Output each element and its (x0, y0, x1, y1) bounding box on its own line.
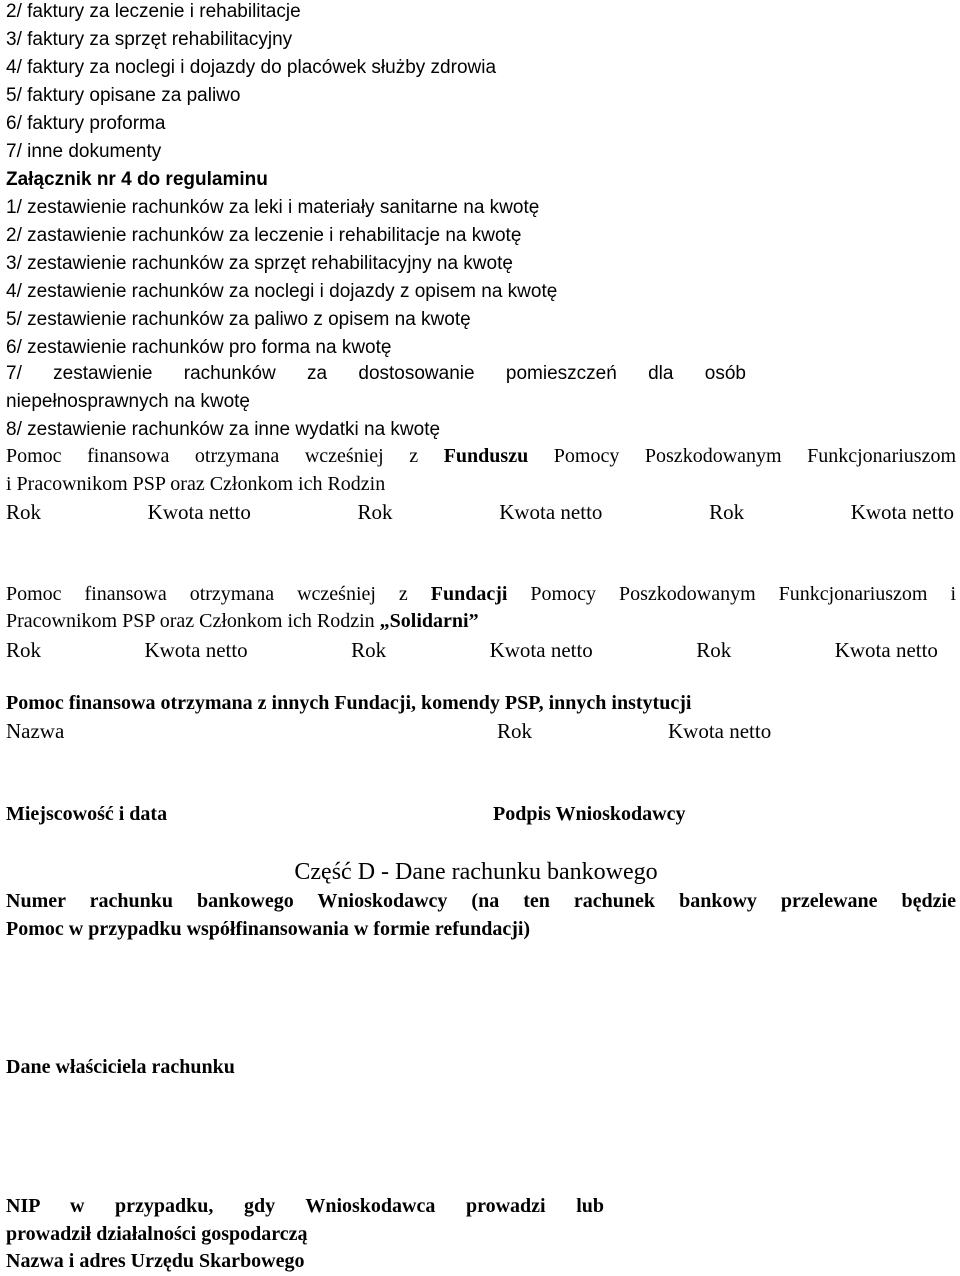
signature-label: Podpis Wnioskodawcy (493, 803, 686, 825)
place-date-label: Miejscowość i data (6, 803, 168, 825)
list-item: 2/ zastawienie rachunków za leczenie i rehabilitacje na kwotę (6, 225, 522, 246)
list-item: 1/ zestawienie rachunków za leki i materiały sanitarne na kwotę (6, 197, 540, 218)
fundacja-line2-pre: Pracownikom PSP oraz Członkom ich Rodzin (6, 610, 380, 632)
col-year: Rok (357, 500, 393, 524)
tax-office-label: Nazwa i adres Urzędu Skarbowego (6, 1250, 305, 1272)
col-amount: Kwota netto (144, 638, 248, 662)
col-amount: Kwota netto (668, 719, 772, 743)
fundusz-paragraph (6, 446, 956, 466)
fundusz-columns (6, 500, 954, 525)
col-amount: Kwota netto (499, 500, 603, 524)
nip-label: NIP w przypadku, gdy Wnioskodawca prowadzi lub (6, 1195, 604, 1217)
list-item-text: 7/ zestawienie rachunków za dostosowanie pomieszczeń dla osób (6, 363, 746, 384)
list-item: 6/ faktury proforma (6, 113, 166, 134)
list-item: 3/ faktury za sprzęt rehabilitacyjny (6, 29, 293, 50)
fundacja-paragraph-line2 (6, 611, 479, 631)
list-item: 6/ zestawienie rachunków pro forma na kwotę (6, 337, 392, 358)
nip-label-line2: prowadził działalności gospodarczą (6, 1223, 308, 1245)
part-d-title (0, 860, 960, 884)
account-number-label-line2: Pomoc w przypadku współfinansowania w formie refundacji) (6, 918, 531, 940)
list-item: 4/ faktury za noclegi i dojazdy do placówek służby zdrowia (6, 57, 497, 78)
account-number-label: Numer rachunku bankowego Wnioskodawcy (na ten rachunek bankowy przelewane będzie (6, 890, 956, 912)
inne-heading: Pomoc finansowa otrzymana z innych Fundacji, komendy PSP, innych instytucji (6, 692, 692, 714)
list-item: 8/ zestawienie rachunków za inne wydatki na kwotę (6, 419, 441, 440)
fundusz-bold: Funduszu (443, 445, 529, 467)
col-year: Rok (351, 638, 387, 662)
fundacja-line2-bold: „Solidarni” (379, 610, 479, 632)
col-year: Rok (709, 500, 745, 524)
list-item: 2/ faktury za leczenie i rehabilitacje (6, 1, 301, 22)
fundacja-post: Pomocy Poszkodowanym Funkcjonariuszom i (507, 583, 956, 605)
list-item: 7/ inne dokumenty (6, 141, 162, 162)
part-d-title-text: Część D - Dane rachunku bankowego (294, 859, 658, 885)
account-owner-label: Dane właściciela rachunku (6, 1056, 235, 1078)
col-year: Rok (6, 500, 42, 524)
attachment-heading: Załącznik nr 4 do regulaminu (6, 169, 268, 190)
list-item: niepełnosprawnych na kwotę (6, 391, 250, 412)
fundusz-post: Pomocy Poszkodowanym Funkcjonariuszom (528, 445, 956, 467)
col-year: Rok (497, 719, 533, 743)
col-amount: Kwota netto (147, 500, 251, 524)
col-year: Rok (696, 638, 732, 662)
col-year: Rok (6, 638, 42, 662)
col-amount: Kwota netto (850, 500, 954, 524)
col-amount: Kwota netto (834, 638, 938, 662)
list-item: 5/ faktury opisane za paliwo (6, 85, 241, 106)
list-item: 3/ zestawienie rachunków za sprzęt rehabilitacyjny na kwotę (6, 253, 513, 274)
col-name: Nazwa (6, 719, 65, 743)
list-item: 4/ zestawienie rachunków za noclegi i dojazdy z opisem na kwotę (6, 281, 558, 302)
list-item-justified (6, 364, 746, 383)
fundacja-columns (6, 638, 938, 663)
fundacja-pre: Pomoc finansowa otrzymana wcześniej z (6, 583, 431, 605)
list-item: 5/ zestawienie rachunków za paliwo z opisem na kwotę (6, 309, 471, 330)
fundacja-bold: Fundacji (430, 583, 508, 605)
fundusz-pre: Pomoc finansowa otrzymana wcześniej z (6, 445, 444, 467)
fundacja-paragraph (6, 584, 956, 604)
col-amount: Kwota netto (489, 638, 593, 662)
fundusz-paragraph-line2: i Pracownikom PSP oraz Członkom ich Rodzin (6, 473, 386, 495)
